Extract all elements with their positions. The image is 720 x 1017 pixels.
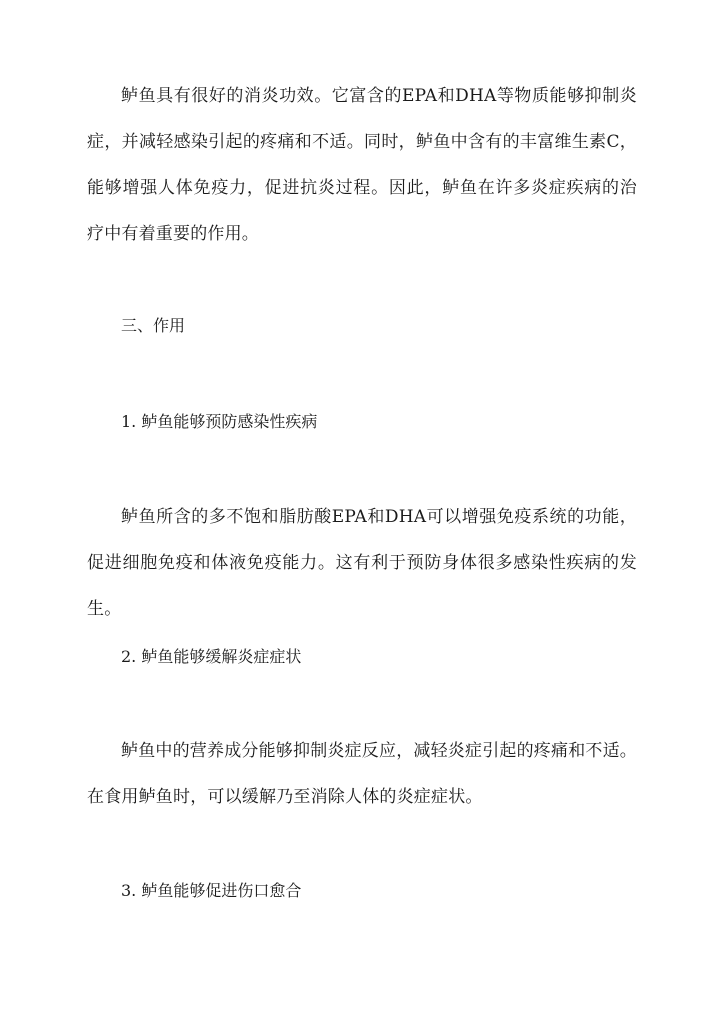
item-heading-prevent-infection: 1. 鲈鱼能够预防感染性疾病	[121, 412, 318, 431]
item-heading-relieve-inflammation: 2. 鲈鱼能够缓解炎症症状	[121, 647, 302, 666]
paragraph-relieve-inflammation: 鲈鱼中的营养成分能够抑制炎症反应，减轻炎症引起的疼痛和不适。在食用鲈鱼时，可以缓解乃至消除人体的炎症症状。	[87, 741, 637, 807]
section-heading-effects: 三、作用	[121, 316, 186, 335]
paragraph-prevent-infection: 鲈鱼所含的多不饱和脂肪酸EPA和DHA可以增强免疫系统的功能，促进细胞免疫和体液免疫能力。这有利于预防身体很多感染性疾病的发生。	[87, 507, 637, 619]
paragraph-anti-inflammatory: 鲈鱼具有很好的消炎功效。它富含的EPA和DHA等物质能够抑制炎症，并减轻感染引起的疼痛和不适。同时，鲈鱼中含有的丰富维生素C，能够增强人体免疫力，促进抗炎过程。因此，鲈鱼在许多炎症疾病的治疗中有着重要的作用。	[87, 86, 637, 244]
item-heading-wound-healing: 3. 鲈鱼能够促进伤口愈合	[121, 881, 302, 900]
